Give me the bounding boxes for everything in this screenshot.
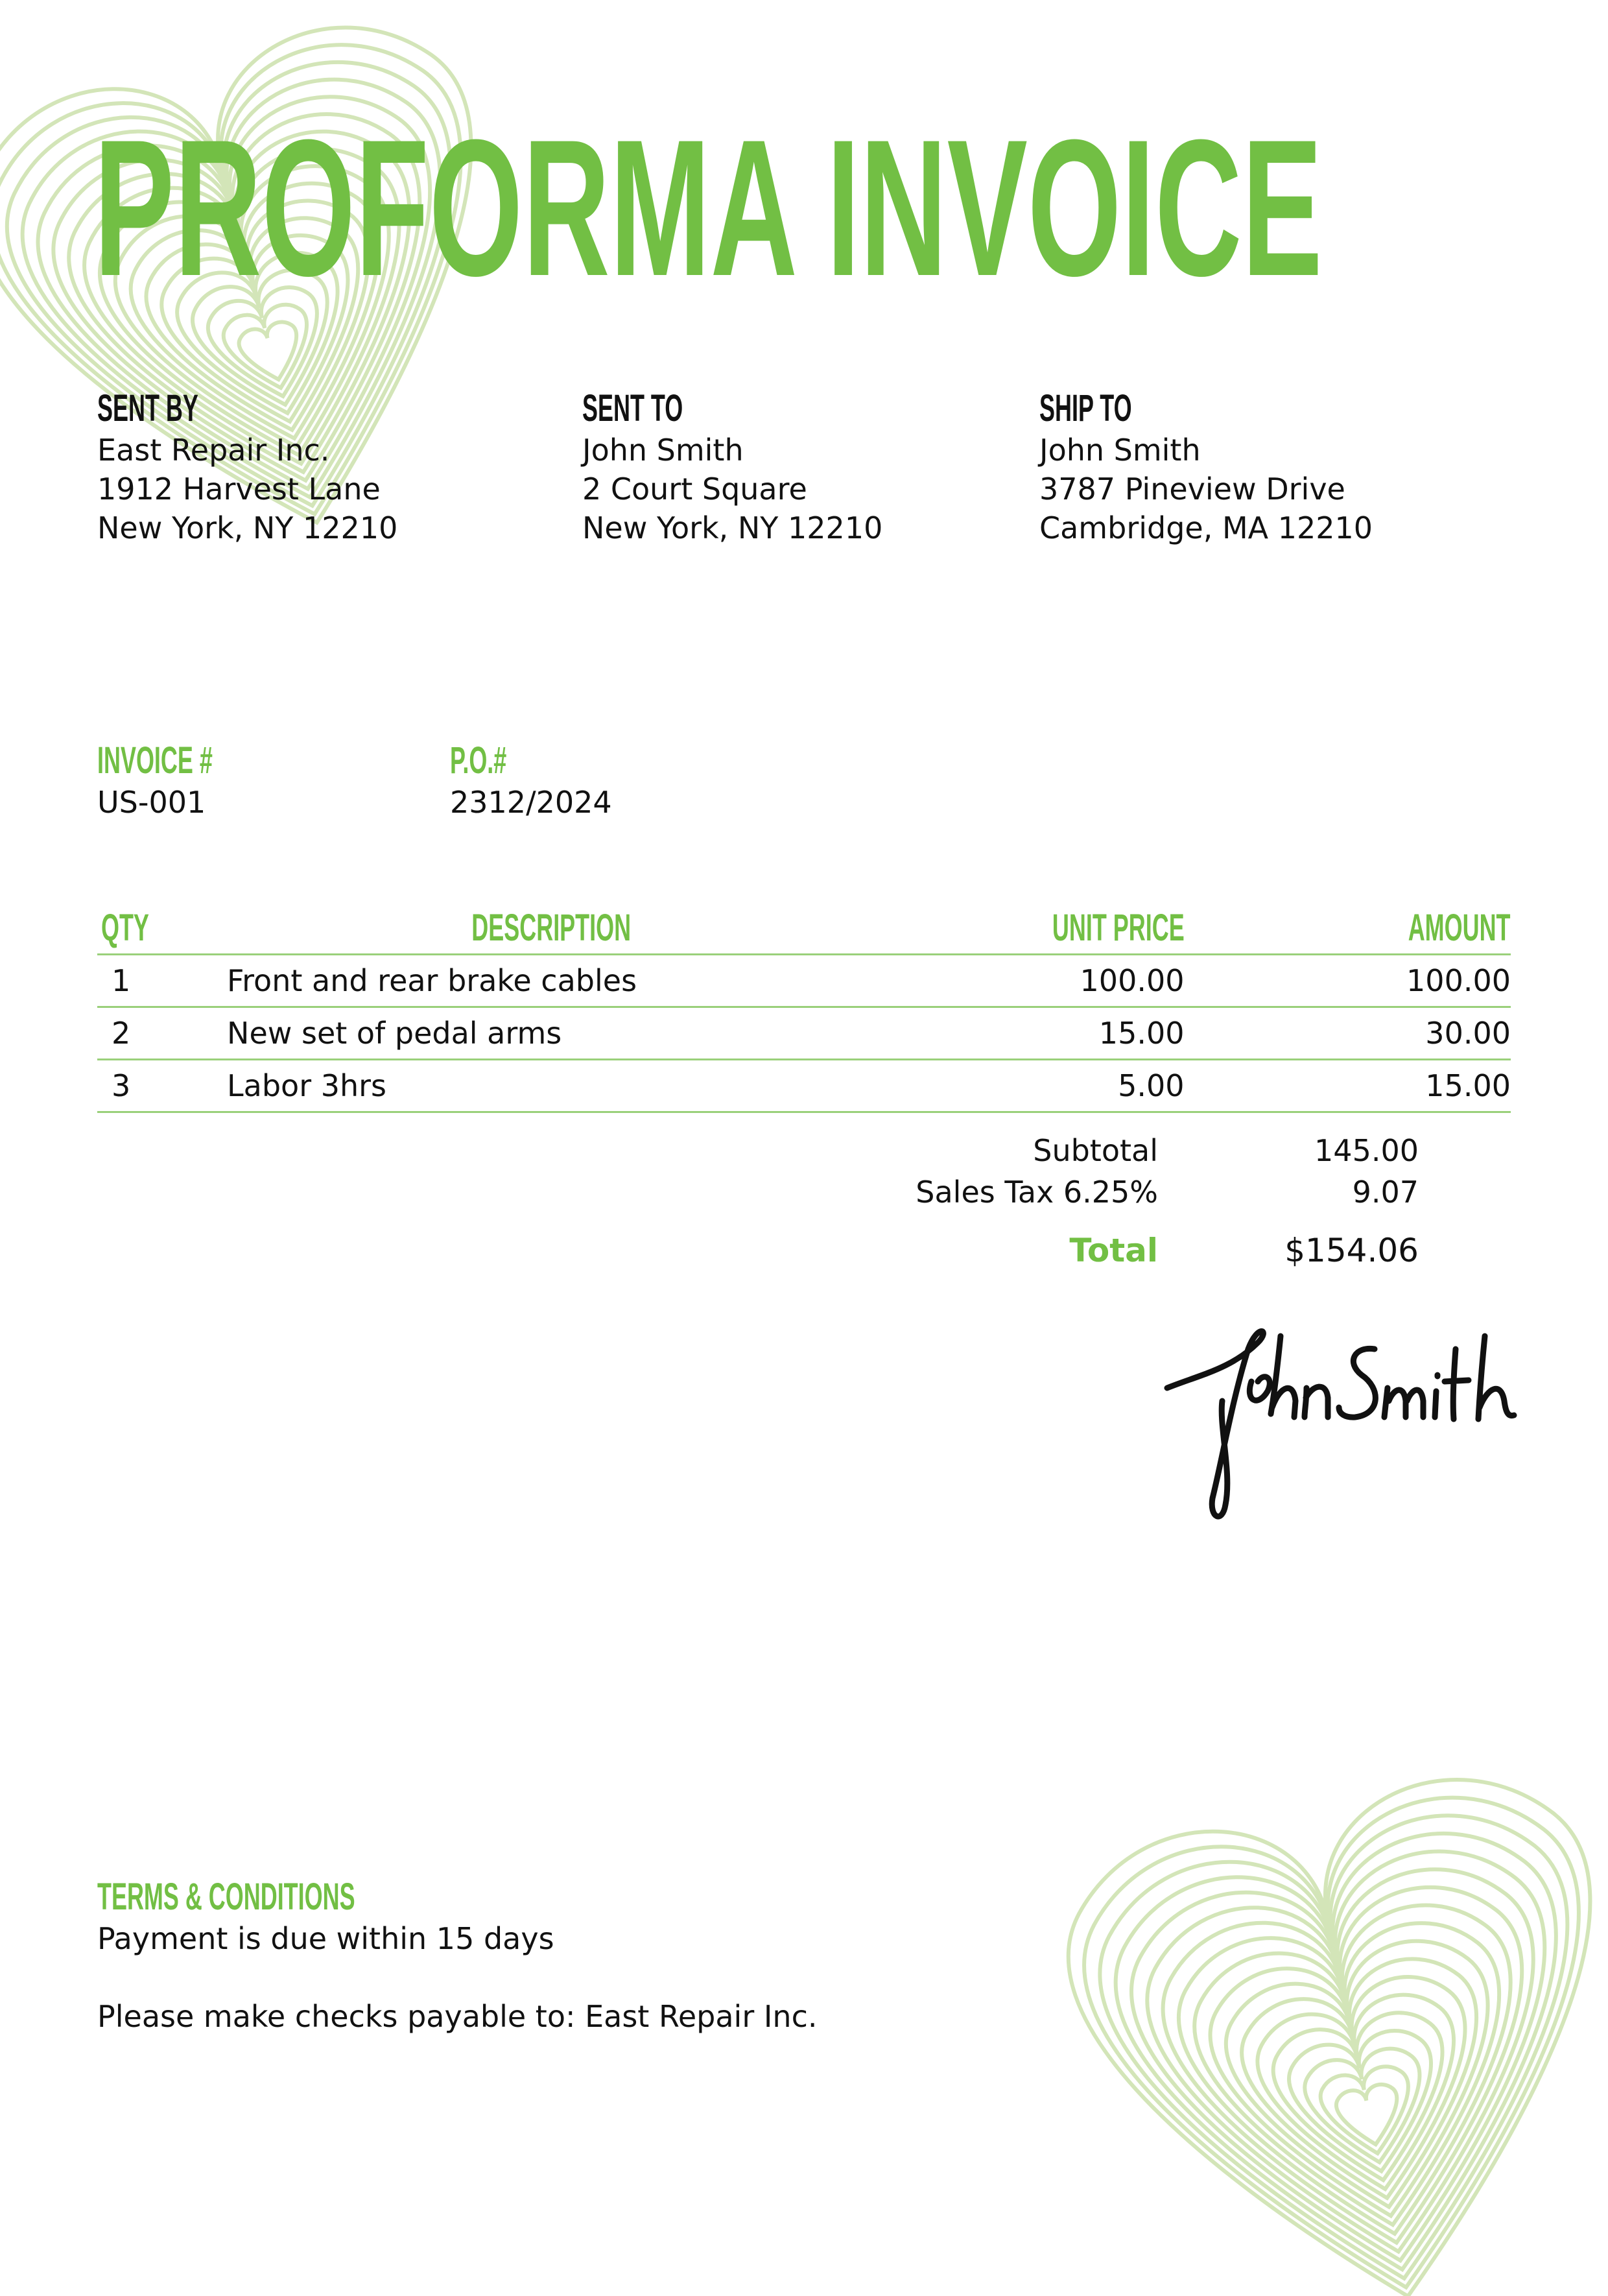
sent-by-address-1: 1912 Harvest Lane	[97, 472, 381, 507]
heart-pattern-bottom-right-icon	[1031, 1712, 1608, 2296]
row-amount: 100.00	[1185, 955, 1511, 1007]
sent-by-name: East Repair Inc.	[97, 433, 330, 468]
po-number: 2312/2024	[450, 785, 612, 820]
row-unit-price: 5.00	[875, 1060, 1184, 1112]
unit-price-header: UNIT PRICE	[1052, 906, 1185, 949]
po-number-block	[450, 741, 612, 822]
table-row	[97, 1007, 1511, 1060]
terms-label: TERMS & CONDITIONS	[97, 1876, 355, 1918]
page-title: PROFORMA INVOICE	[94, 99, 1323, 317]
ship-to-name: John Smith	[1039, 433, 1201, 468]
total-label: Total	[1069, 1231, 1158, 1269]
sent-by-label: SENT BY	[97, 387, 198, 429]
table-row	[97, 1060, 1511, 1112]
description-header: DESCRIPTION	[471, 906, 632, 949]
row-unit-price: 100.00	[875, 955, 1184, 1007]
qty-header: QTY	[101, 906, 149, 949]
tax-value: 9.07	[1352, 1175, 1419, 1210]
invoice-number-label: INVOICE #	[97, 739, 213, 782]
invoice-number-block	[97, 741, 283, 822]
amount-header: AMOUNT	[1408, 906, 1511, 949]
sent-to-name: John Smith	[582, 433, 744, 468]
row-qty: 2	[97, 1007, 227, 1060]
sent-to-label: SENT TO	[582, 387, 683, 429]
row-description: Front and rear brake cables	[227, 955, 875, 1007]
subtotal-row	[704, 1130, 1419, 1171]
row-amount: 15.00	[1185, 1060, 1511, 1112]
tax-label: Sales Tax 6.25%	[916, 1175, 1158, 1210]
subtotal-label: Subtotal	[1033, 1133, 1158, 1168]
total-value: $154.06	[1284, 1231, 1419, 1269]
sent-by-block	[97, 389, 397, 547]
ship-to-address-2: Cambridge, MA 12210	[1039, 510, 1373, 545]
row-amount: 30.00	[1185, 1007, 1511, 1060]
invoice-number: US-001	[97, 785, 206, 820]
table-row	[97, 955, 1511, 1007]
signature-image	[1161, 1310, 1524, 1531]
terms-line-2: Please make checks payable to: East Repair Inc.	[97, 1999, 818, 2034]
sent-to-address-1: 2 Court Square	[582, 472, 807, 507]
row-description: Labor 3hrs	[227, 1060, 875, 1112]
ship-to-label: SHIP TO	[1039, 387, 1132, 429]
table-header-row	[97, 902, 1511, 955]
row-description: New set of pedal arms	[227, 1007, 875, 1060]
row-qty: 1	[97, 955, 227, 1007]
line-items-table	[97, 902, 1511, 1113]
row-unit-price: 15.00	[875, 1007, 1184, 1060]
po-number-label: P.O.#	[450, 739, 507, 782]
totals-block	[704, 1130, 1419, 1275]
sent-to-block	[582, 389, 882, 547]
terms-block	[97, 1878, 818, 2036]
subtotal-value: 145.00	[1314, 1133, 1419, 1168]
ship-to-address-1: 3787 Pineview Drive	[1039, 472, 1345, 507]
ship-to-block	[1039, 389, 1373, 547]
terms-line-1: Payment is due within 15 days	[97, 1921, 554, 1956]
tax-row	[704, 1171, 1419, 1213]
sent-to-address-2: New York, NY 12210	[582, 510, 883, 545]
total-row	[704, 1213, 1419, 1275]
row-qty: 3	[97, 1060, 227, 1112]
sent-by-address-2: New York, NY 12210	[97, 510, 398, 545]
